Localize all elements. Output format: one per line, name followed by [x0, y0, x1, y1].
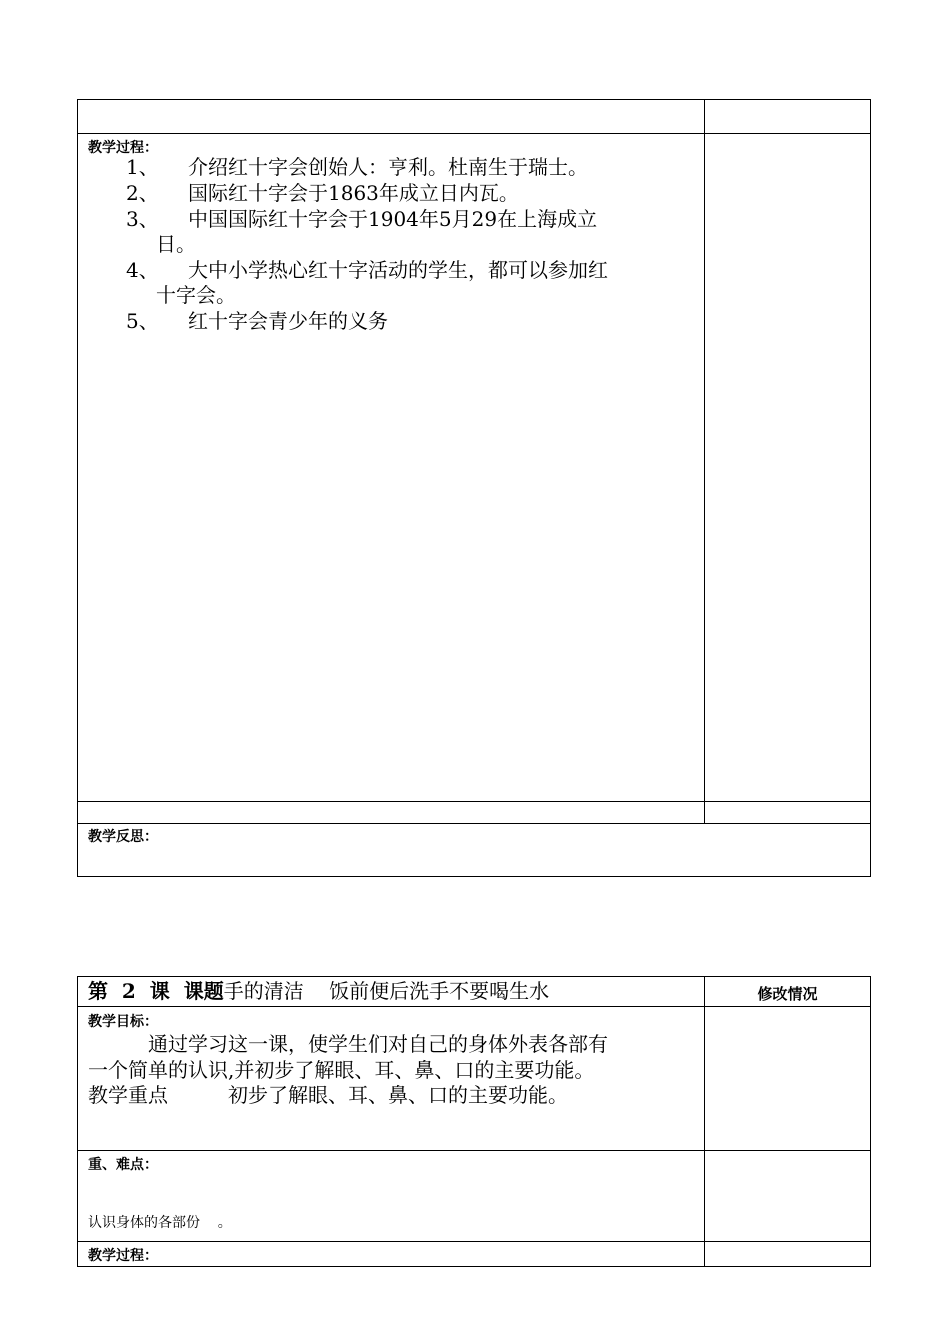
reflection-row: [78, 823, 870, 876]
difficulty-text: 认识身体的各部份 。: [88, 1215, 232, 1231]
goal-label: 教学目标：: [88, 1014, 158, 1030]
list-item: 3、 中国国际红十字会于1904年5月29在上海成立: [126, 207, 598, 231]
goal-cell: [78, 1007, 704, 1150]
spacer-row: [78, 801, 870, 823]
process-notes-cell: [704, 134, 870, 801]
title-row: [78, 977, 870, 1006]
goal-row: [78, 1006, 870, 1150]
process-row-2: [78, 1241, 870, 1266]
difficulty-cell: [78, 1151, 704, 1241]
header-cell-right: [704, 100, 870, 133]
lesson-table-2: [77, 976, 871, 1267]
process-label-2: 教学过程：: [88, 1248, 158, 1264]
process-row: [78, 133, 870, 801]
difficulty-label: 重、难点：: [88, 1157, 158, 1173]
lesson-table-1: [77, 99, 871, 877]
list-item: 4、 大中小学热心红十字活动的学生，都可以参加红: [126, 258, 608, 282]
header-row-empty: [78, 100, 870, 133]
goal-text-1: 通过学习这一课，使学生们对自己的身体外表各部有: [148, 1032, 608, 1056]
list-item-continuation: 十字会。: [156, 283, 236, 307]
lesson-prefix: 第 2 课 课题: [88, 979, 224, 1003]
focus-text: 初步了解眼、耳、鼻、口的主要功能。: [228, 1083, 568, 1107]
revision-label: 修改情况: [757, 985, 818, 1003]
process-cell: [78, 134, 704, 801]
goal-text-2: 一个简单的认识,并初步了解眼、耳、鼻、口的主要功能。: [88, 1058, 595, 1082]
focus-label: 教学重点: [88, 1083, 168, 1107]
header-cell-left: [78, 100, 704, 133]
list-item-continuation: 日。: [156, 232, 196, 256]
title-cell: [78, 977, 704, 1006]
list-item: 5、 红十字会青少年的义务: [126, 309, 388, 333]
process-label: 教学过程：: [88, 140, 158, 156]
list-item: 1、 介绍红十字会创始人：亨利。杜南生于瑞士。: [126, 155, 588, 179]
list-item: 2、 国际红十字会于1863年成立日内瓦。: [126, 181, 519, 205]
reflection-label: 教学反思：: [88, 829, 158, 845]
lesson-title: 手的清洁 饭前便后洗手不要喝生水: [223, 979, 550, 1003]
difficulty-row: [78, 1150, 870, 1241]
revision-cell: [704, 977, 870, 1006]
